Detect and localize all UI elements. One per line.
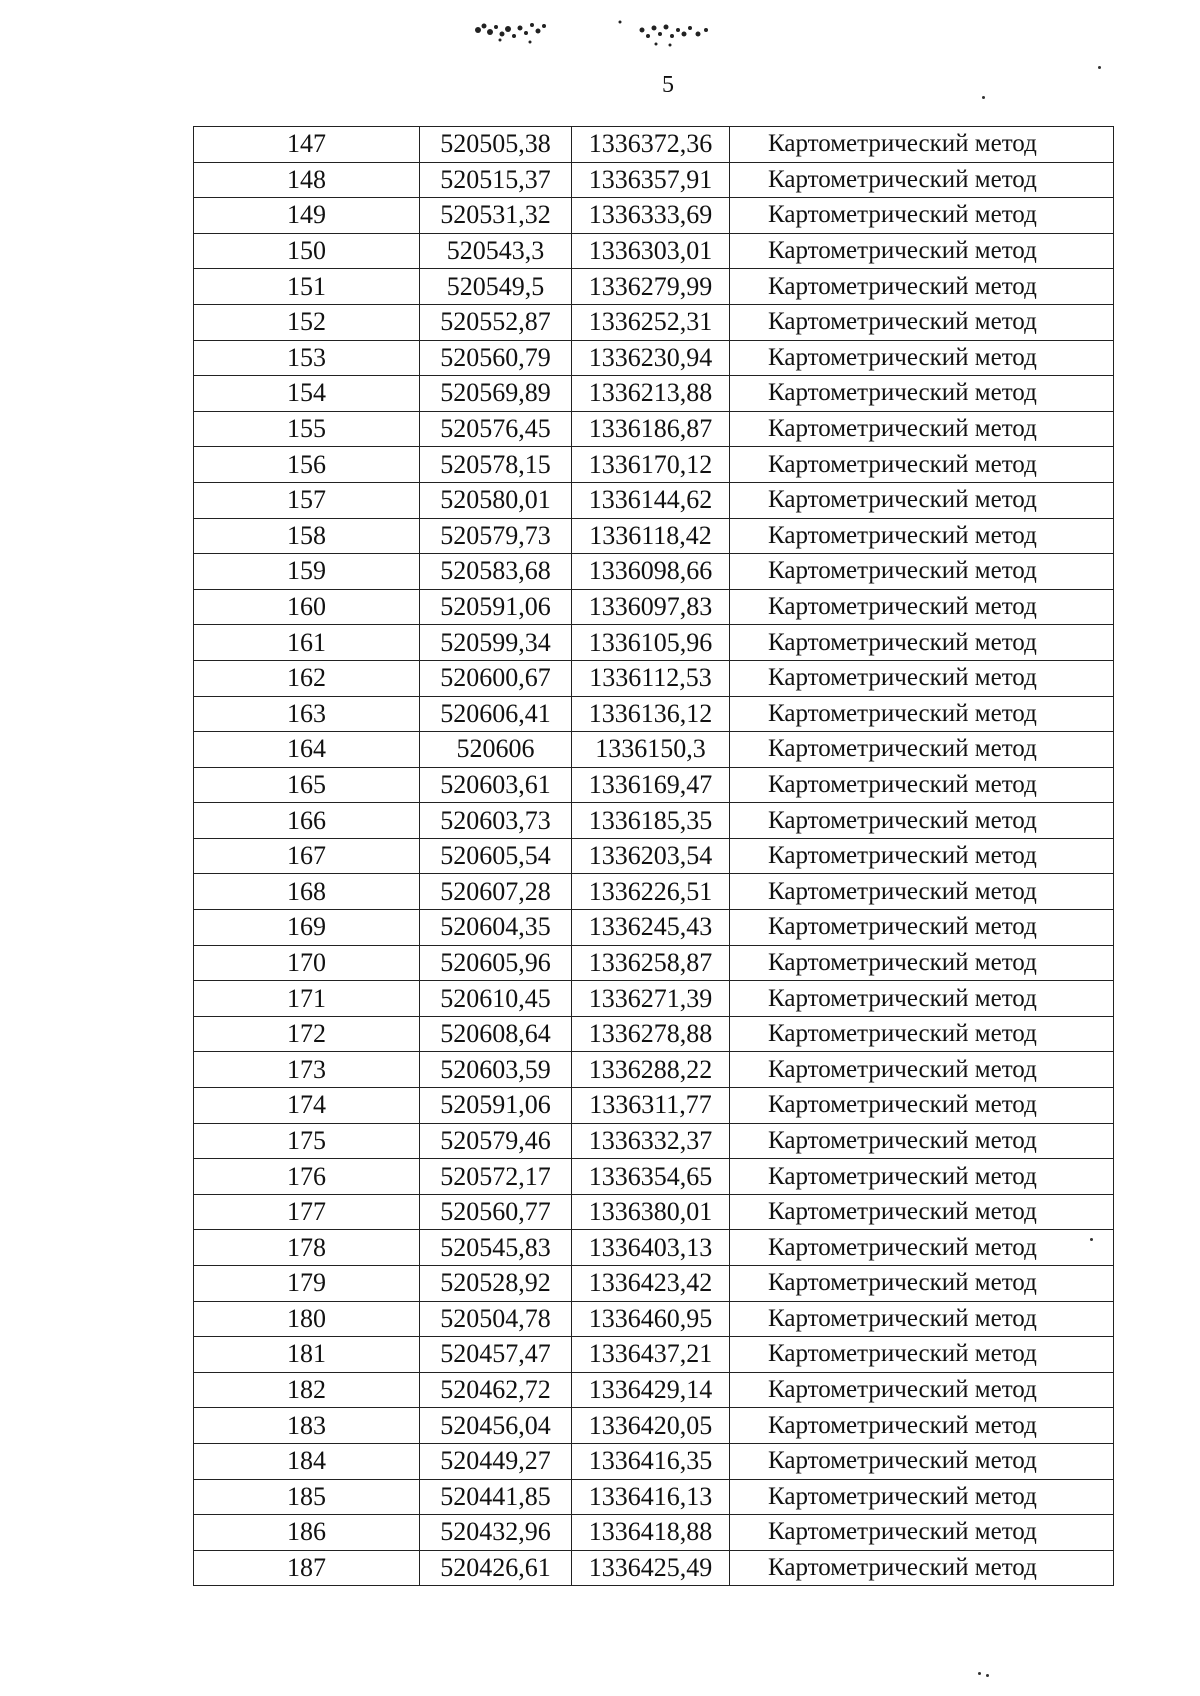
table-row — [194, 554, 1114, 590]
table-row — [194, 803, 1114, 839]
point-number-cell: 166 — [194, 803, 420, 839]
method-cell: Картометрический метод — [730, 589, 1114, 625]
y-coordinate-cell: 1336403,13 — [572, 1230, 730, 1266]
y-coordinate-cell: 1336429,14 — [572, 1372, 730, 1408]
x-coordinate-cell: 520606,41 — [420, 696, 572, 732]
method-cell: Картометрический метод — [730, 1123, 1114, 1159]
y-coordinate-cell: 1336230,94 — [572, 340, 730, 376]
point-number-cell: 148 — [194, 162, 420, 198]
y-coordinate-cell: 1336416,35 — [572, 1443, 730, 1479]
table-row — [194, 696, 1114, 732]
table-row — [194, 1443, 1114, 1479]
point-number-cell: 163 — [194, 696, 420, 732]
x-coordinate-cell: 520528,92 — [420, 1266, 572, 1302]
y-coordinate-cell: 1336418,88 — [572, 1515, 730, 1551]
point-number-cell: 172 — [194, 1016, 420, 1052]
method-cell: Картометрический метод — [730, 1550, 1114, 1586]
point-number-cell: 152 — [194, 304, 420, 340]
method-cell: Картометрический метод — [730, 1266, 1114, 1302]
table-row — [194, 447, 1114, 483]
x-coordinate-cell: 520583,68 — [420, 554, 572, 590]
method-cell: Картометрический метод — [730, 910, 1114, 946]
method-cell: Картометрический метод — [730, 340, 1114, 376]
point-number-cell: 187 — [194, 1550, 420, 1586]
method-cell: Картометрический метод — [730, 518, 1114, 554]
x-coordinate-cell: 520572,17 — [420, 1159, 572, 1195]
y-coordinate-cell: 1336416,13 — [572, 1479, 730, 1515]
y-coordinate-cell: 1336258,87 — [572, 945, 730, 981]
table-row — [194, 1550, 1114, 1586]
x-coordinate-cell: 520579,73 — [420, 518, 572, 554]
y-coordinate-cell: 1336213,88 — [572, 376, 730, 412]
method-cell: Картометрический метод — [730, 1159, 1114, 1195]
point-number-cell: 147 — [194, 127, 420, 163]
method-cell: Картометрический метод — [730, 625, 1114, 661]
y-coordinate-cell: 1336423,42 — [572, 1266, 730, 1302]
method-cell: Картометрический метод — [730, 1408, 1114, 1444]
point-number-cell: 158 — [194, 518, 420, 554]
x-coordinate-cell: 520549,5 — [420, 269, 572, 305]
table-row — [194, 1479, 1114, 1515]
x-coordinate-cell: 520608,64 — [420, 1016, 572, 1052]
y-coordinate-cell: 1336245,43 — [572, 910, 730, 946]
y-coordinate-cell: 1336303,01 — [572, 233, 730, 269]
point-number-cell: 181 — [194, 1337, 420, 1373]
point-number-cell: 178 — [194, 1230, 420, 1266]
scan-speck — [1098, 66, 1101, 69]
y-coordinate-cell: 1336420,05 — [572, 1408, 730, 1444]
y-coordinate-cell: 1336333,69 — [572, 198, 730, 234]
x-coordinate-cell: 520457,47 — [420, 1337, 572, 1373]
x-coordinate-cell: 520603,73 — [420, 803, 572, 839]
table-row — [194, 269, 1114, 305]
y-coordinate-cell: 1336203,54 — [572, 838, 730, 874]
y-coordinate-cell: 1336098,66 — [572, 554, 730, 590]
x-coordinate-cell: 520610,45 — [420, 981, 572, 1017]
point-number-cell: 151 — [194, 269, 420, 305]
y-coordinate-cell: 1336112,53 — [572, 660, 730, 696]
method-cell: Картометрический метод — [730, 233, 1114, 269]
method-cell: Картометрический метод — [730, 1337, 1114, 1373]
method-cell: Картометрический метод — [730, 269, 1114, 305]
table-row — [194, 1123, 1114, 1159]
point-number-cell: 161 — [194, 625, 420, 661]
method-cell: Картометрический метод — [730, 1515, 1114, 1551]
point-number-cell: 173 — [194, 1052, 420, 1088]
x-coordinate-cell: 520607,28 — [420, 874, 572, 910]
method-cell: Картометрический метод — [730, 447, 1114, 483]
point-number-cell: 159 — [194, 554, 420, 590]
table-row — [194, 589, 1114, 625]
method-cell: Картометрический метод — [730, 162, 1114, 198]
point-number-cell: 149 — [194, 198, 420, 234]
table-row — [194, 625, 1114, 661]
method-cell: Картометрический метод — [730, 874, 1114, 910]
method-cell: Картометрический метод — [730, 376, 1114, 412]
page-number: 5 — [662, 72, 674, 98]
point-number-cell: 171 — [194, 981, 420, 1017]
point-number-cell: 175 — [194, 1123, 420, 1159]
y-coordinate-cell: 1336226,51 — [572, 874, 730, 910]
y-coordinate-cell: 1336118,42 — [572, 518, 730, 554]
x-coordinate-cell: 520531,32 — [420, 198, 572, 234]
x-coordinate-cell: 520505,38 — [420, 127, 572, 163]
x-coordinate-cell: 520560,79 — [420, 340, 572, 376]
y-coordinate-cell: 1336252,31 — [572, 304, 730, 340]
method-cell: Картометрический метод — [730, 127, 1114, 163]
x-coordinate-cell: 520576,45 — [420, 411, 572, 447]
y-coordinate-cell: 1336311,77 — [572, 1088, 730, 1124]
x-coordinate-cell: 520545,83 — [420, 1230, 572, 1266]
coordinates-table-body — [194, 127, 1114, 1586]
point-number-cell: 165 — [194, 767, 420, 803]
x-coordinate-cell: 520599,34 — [420, 625, 572, 661]
x-coordinate-cell: 520560,77 — [420, 1194, 572, 1230]
scan-speck — [978, 1672, 981, 1675]
y-coordinate-cell: 1336278,88 — [572, 1016, 730, 1052]
method-cell: Картометрический метод — [730, 482, 1114, 518]
table-row — [194, 910, 1114, 946]
point-number-cell: 186 — [194, 1515, 420, 1551]
method-cell: Картометрический метод — [730, 411, 1114, 447]
point-number-cell: 170 — [194, 945, 420, 981]
method-cell: Картометрический метод — [730, 1301, 1114, 1337]
table-row — [194, 1230, 1114, 1266]
point-number-cell: 150 — [194, 233, 420, 269]
method-cell: Картометрический метод — [730, 554, 1114, 590]
y-coordinate-cell: 1336105,96 — [572, 625, 730, 661]
coordinates-table — [193, 126, 1114, 1586]
y-coordinate-cell: 1336354,65 — [572, 1159, 730, 1195]
x-coordinate-cell: 520456,04 — [420, 1408, 572, 1444]
point-number-cell: 183 — [194, 1408, 420, 1444]
y-coordinate-cell: 1336372,36 — [572, 127, 730, 163]
table-row — [194, 1159, 1114, 1195]
table-row — [194, 1372, 1114, 1408]
method-cell: Картометрический метод — [730, 198, 1114, 234]
point-number-cell: 160 — [194, 589, 420, 625]
y-coordinate-cell: 1336437,21 — [572, 1337, 730, 1373]
x-coordinate-cell: 520580,01 — [420, 482, 572, 518]
table-row — [194, 1408, 1114, 1444]
x-coordinate-cell: 520591,06 — [420, 589, 572, 625]
y-coordinate-cell: 1336460,95 — [572, 1301, 730, 1337]
method-cell: Картометрический метод — [730, 981, 1114, 1017]
x-coordinate-cell: 520600,67 — [420, 660, 572, 696]
method-cell: Картометрический метод — [730, 696, 1114, 732]
x-coordinate-cell: 520504,78 — [420, 1301, 572, 1337]
point-number-cell: 182 — [194, 1372, 420, 1408]
table-row — [194, 376, 1114, 412]
x-coordinate-cell: 520604,35 — [420, 910, 572, 946]
x-coordinate-cell: 520462,72 — [420, 1372, 572, 1408]
x-coordinate-cell: 520578,15 — [420, 447, 572, 483]
table-row — [194, 767, 1114, 803]
method-cell: Картометрический метод — [730, 838, 1114, 874]
table-row — [194, 127, 1114, 163]
table-row — [194, 162, 1114, 198]
point-number-cell: 169 — [194, 910, 420, 946]
x-coordinate-cell: 520515,37 — [420, 162, 572, 198]
method-cell: Картометрический метод — [730, 945, 1114, 981]
point-number-cell: 177 — [194, 1194, 420, 1230]
scan-artifact-marks — [470, 12, 740, 52]
table-row — [194, 945, 1114, 981]
method-cell: Картометрический метод — [730, 1052, 1114, 1088]
method-cell: Картометрический метод — [730, 767, 1114, 803]
method-cell: Картометрический метод — [730, 1372, 1114, 1408]
table-row — [194, 1194, 1114, 1230]
x-coordinate-cell: 520432,96 — [420, 1515, 572, 1551]
y-coordinate-cell: 1336332,37 — [572, 1123, 730, 1159]
point-number-cell: 162 — [194, 660, 420, 696]
method-cell: Картометрический метод — [730, 304, 1114, 340]
point-number-cell: 184 — [194, 1443, 420, 1479]
point-number-cell: 154 — [194, 376, 420, 412]
y-coordinate-cell: 1336271,39 — [572, 981, 730, 1017]
table-row — [194, 874, 1114, 910]
x-coordinate-cell: 520605,54 — [420, 838, 572, 874]
point-number-cell: 185 — [194, 1479, 420, 1515]
x-coordinate-cell: 520606 — [420, 732, 572, 768]
y-coordinate-cell: 1336288,22 — [572, 1052, 730, 1088]
table-row — [194, 1052, 1114, 1088]
y-coordinate-cell: 1336150,3 — [572, 732, 730, 768]
x-coordinate-cell: 520591,06 — [420, 1088, 572, 1124]
x-coordinate-cell: 520603,61 — [420, 767, 572, 803]
point-number-cell: 167 — [194, 838, 420, 874]
method-cell: Картометрический метод — [730, 1230, 1114, 1266]
point-number-cell: 180 — [194, 1301, 420, 1337]
method-cell: Картометрический метод — [730, 732, 1114, 768]
table-row — [194, 732, 1114, 768]
table-row — [194, 1337, 1114, 1373]
point-number-cell: 168 — [194, 874, 420, 910]
point-number-cell: 164 — [194, 732, 420, 768]
table-row — [194, 340, 1114, 376]
point-number-cell: 156 — [194, 447, 420, 483]
x-coordinate-cell: 520552,87 — [420, 304, 572, 340]
scan-speck — [986, 1674, 989, 1677]
table-row — [194, 981, 1114, 1017]
x-coordinate-cell: 520569,89 — [420, 376, 572, 412]
y-coordinate-cell: 1336279,99 — [572, 269, 730, 305]
point-number-cell: 157 — [194, 482, 420, 518]
point-number-cell: 174 — [194, 1088, 420, 1124]
method-cell: Картометрический метод — [730, 660, 1114, 696]
table-row — [194, 198, 1114, 234]
x-coordinate-cell: 520543,3 — [420, 233, 572, 269]
x-coordinate-cell: 520603,59 — [420, 1052, 572, 1088]
y-coordinate-cell: 1336144,62 — [572, 482, 730, 518]
y-coordinate-cell: 1336170,12 — [572, 447, 730, 483]
table-row — [194, 518, 1114, 554]
y-coordinate-cell: 1336169,47 — [572, 767, 730, 803]
y-coordinate-cell: 1336425,49 — [572, 1550, 730, 1586]
y-coordinate-cell: 1336380,01 — [572, 1194, 730, 1230]
y-coordinate-cell: 1336136,12 — [572, 696, 730, 732]
table-row — [194, 1266, 1114, 1302]
x-coordinate-cell: 520605,96 — [420, 945, 572, 981]
y-coordinate-cell: 1336185,35 — [572, 803, 730, 839]
table-row — [194, 233, 1114, 269]
point-number-cell: 179 — [194, 1266, 420, 1302]
point-number-cell: 153 — [194, 340, 420, 376]
table-row — [194, 482, 1114, 518]
method-cell: Картометрический метод — [730, 803, 1114, 839]
x-coordinate-cell: 520426,61 — [420, 1550, 572, 1586]
y-coordinate-cell: 1336097,83 — [572, 589, 730, 625]
table-row — [194, 838, 1114, 874]
table-row — [194, 1515, 1114, 1551]
x-coordinate-cell: 520579,46 — [420, 1123, 572, 1159]
point-number-cell: 155 — [194, 411, 420, 447]
table-row — [194, 1016, 1114, 1052]
method-cell: Картометрический метод — [730, 1088, 1114, 1124]
table-row — [194, 660, 1114, 696]
x-coordinate-cell: 520449,27 — [420, 1443, 572, 1479]
y-coordinate-cell: 1336357,91 — [572, 162, 730, 198]
point-number-cell: 176 — [194, 1159, 420, 1195]
table-row — [194, 1301, 1114, 1337]
method-cell: Картометрический метод — [730, 1443, 1114, 1479]
y-coordinate-cell: 1336186,87 — [572, 411, 730, 447]
x-coordinate-cell: 520441,85 — [420, 1479, 572, 1515]
scan-speck — [982, 96, 985, 99]
table-row — [194, 1088, 1114, 1124]
table-row — [194, 411, 1114, 447]
method-cell: Картометрический метод — [730, 1479, 1114, 1515]
table-row — [194, 304, 1114, 340]
method-cell: Картометрический метод — [730, 1016, 1114, 1052]
method-cell: Картометрический метод — [730, 1194, 1114, 1230]
